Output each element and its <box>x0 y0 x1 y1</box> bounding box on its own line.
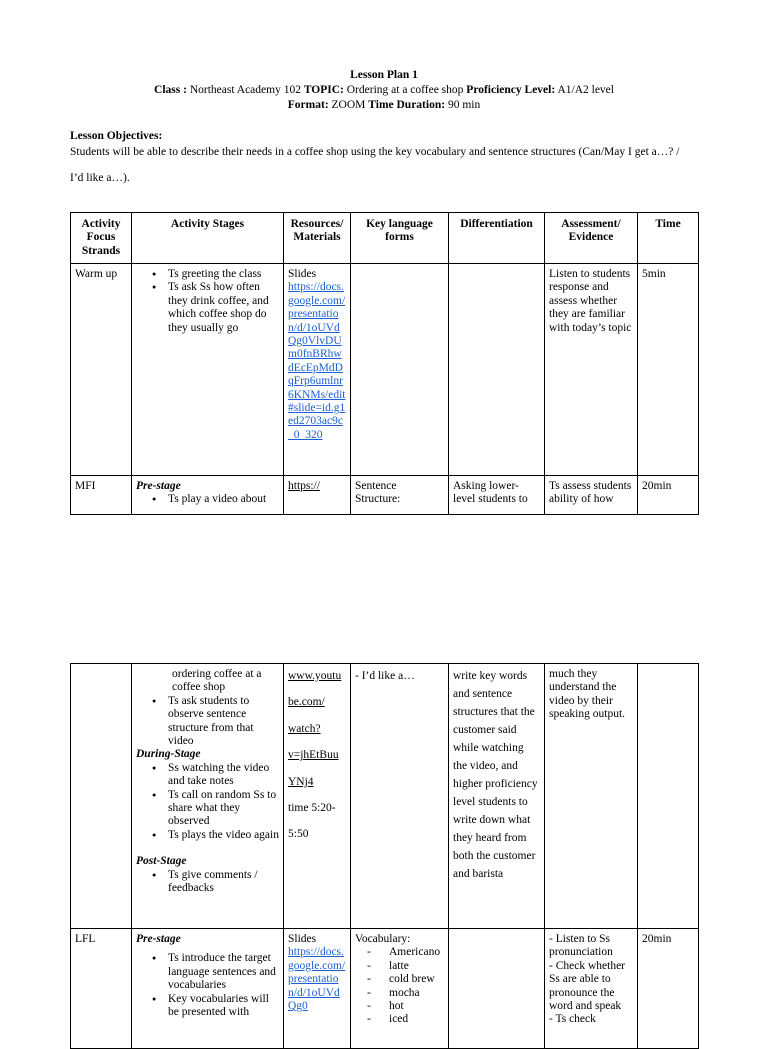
mfi-assessment: Ts assess students ability of how <box>545 476 638 515</box>
mfi-cont-differentiation: write key words and sentence structures that the customer said while watching the video, and higher proficiency level students to write down what they heard from both the customer and barista <box>449 664 545 929</box>
vocabulary-label: Vocabulary: <box>355 933 411 945</box>
topic-label: TOPIC: <box>303 84 344 96</box>
warmup-time: 5min <box>638 264 699 476</box>
list-item: ● Key vocabularies will be presented with <box>152 993 279 1020</box>
format-label: Format: <box>287 99 329 111</box>
vocabulary-item: - hot <box>367 1000 444 1013</box>
list-item: ● Ts introduce the target language sentences and vocabularies <box>152 952 279 992</box>
table-row-lfl <box>71 929 699 1049</box>
mfi-cont-strand <box>71 664 132 929</box>
warmup-strand: Warm up <box>71 264 132 476</box>
list-item: ● Ts greeting the class <box>152 268 279 281</box>
video-link-part[interactable]: YNj4 <box>288 775 314 788</box>
topic-value: Ordering at a coffee shop <box>346 84 464 96</box>
lesson-title: Lesson Plan 1 <box>350 69 418 81</box>
mfi-cont-time <box>638 664 699 929</box>
header-key-language: Key language forms <box>351 213 449 264</box>
mfi-resources <box>284 476 351 515</box>
slides-link[interactable]: https://docs.google.com/presentation/d/1oUVdQg0VlvDUm0fnBRhwdEcEpMdDqFrp6umlnr6KNMs/edit#slide=id.g1ed2703ac9c_0_320 <box>288 281 346 441</box>
class-topic-line <box>0 84 768 97</box>
lesson-plan-table <box>70 212 699 515</box>
pre-stage-label: Pre-stage <box>136 480 181 492</box>
objectives-line-1: Students will be able to describe their needs in a coffee shop using the key vocabulary and sentence structures (Can/May I get a…? / <box>70 146 680 158</box>
mfi-time: 20min <box>638 476 699 515</box>
list-item: ● Ts plays the video again <box>152 829 279 842</box>
mfi-cont-stages <box>132 664 284 929</box>
header-time: Time <box>638 213 699 264</box>
during-stage-label: During-Stage <box>136 748 201 761</box>
list-item: ● Ts play a video about <box>152 493 279 506</box>
table-row-warmup <box>71 264 699 476</box>
class-value: Northeast Academy 102 <box>189 84 301 96</box>
mfi-cont-key-language: - I’d like a… <box>351 664 449 929</box>
list-item: ● Ts call on random Ss to share what they observed <box>152 789 279 829</box>
video-link-part[interactable]: watch? <box>288 722 321 735</box>
mfi-strand: MFI <box>71 476 132 515</box>
resource-label: Slides <box>288 268 317 280</box>
resource-label: Slides <box>288 933 317 945</box>
lfl-resources <box>284 929 351 1049</box>
table-header-row <box>71 213 699 264</box>
post-stage-label: Post-Stage <box>136 855 187 868</box>
vocabulary-item: - iced <box>367 1013 444 1026</box>
objectives-heading: Lesson Objectives: <box>70 130 163 142</box>
warmup-assessment: Listen to students response and assess whether they are familiar with today’s topic <box>545 264 638 476</box>
format-value: ZOOM <box>331 99 366 111</box>
pre-stage-label: Pre-stage <box>136 933 181 945</box>
format-line <box>0 99 768 112</box>
video-link-part[interactable]: be.com/ <box>288 696 325 709</box>
lesson-plan-table-continued <box>70 663 699 1049</box>
level-label: Proficiency Level: <box>466 84 556 96</box>
duration-value: 90 min <box>447 99 481 111</box>
list-item: ● Ts ask Ss how often they drink coffee, and which coffee shop do they usually go <box>152 281 279 335</box>
header-activity-focus: Activity Focus Strands <box>71 213 132 264</box>
video-time-range: time 5:20- <box>288 802 336 815</box>
warmup-resources <box>284 264 351 476</box>
mfi-stages <box>132 476 284 515</box>
header-assessment: Assessment/ Evidence <box>545 213 638 264</box>
list-item: ● Ts ask students to observe sentence structure from that video <box>152 695 279 749</box>
warmup-key-language <box>351 264 449 476</box>
mfi-cont-assessment: much they understand the video by their speaking output. <box>545 664 638 929</box>
vocabulary-item: - mocha <box>367 987 444 1000</box>
video-link-part[interactable]: www.youtu <box>288 670 342 682</box>
lfl-time: 20min <box>638 929 699 1049</box>
header-differentiation: Differentiation <box>449 213 545 264</box>
warmup-differentiation <box>449 264 545 476</box>
lfl-key-language <box>351 929 449 1049</box>
lfl-assessment: - Listen to Ss pronunciation - Check whether Ss are able to pronounce the word and speak - Ts check <box>545 929 638 1049</box>
duration-label: Time Duration: <box>368 99 446 111</box>
table-row-mfi-continued <box>71 664 699 929</box>
list-item: ● Ss watching the video and take notes <box>152 762 279 789</box>
table-row-mfi <box>71 476 699 515</box>
video-time-range: 5:50 <box>288 828 309 841</box>
level-value: A1/A2 level <box>557 84 614 96</box>
vocabulary-item: - Americano <box>367 946 444 959</box>
warmup-stages <box>132 264 284 476</box>
header-activity-stages: Activity Stages <box>132 213 284 264</box>
lfl-differentiation <box>449 929 545 1049</box>
lfl-stages <box>132 929 284 1049</box>
stage-continuation: ordering coffee at a coffee shop <box>172 668 262 694</box>
slides-link[interactable]: https://docs.google.com/presentation/d/1oUVdQg0 <box>288 946 346 1013</box>
header-resources: Resources/ Materials <box>284 213 351 264</box>
video-link-part[interactable]: v=jhEtBuu <box>288 749 339 762</box>
objectives-line-2: I’d like a…). <box>70 172 130 184</box>
lfl-strand: LFL <box>71 929 132 1049</box>
mfi-cont-resources <box>284 664 351 929</box>
video-link-start[interactable]: https:// <box>288 480 320 492</box>
mfi-differentiation: Asking lower-level students to <box>449 476 545 515</box>
vocabulary-item: - latte <box>367 960 444 973</box>
list-item: ● Ts give comments / feedbacks <box>152 869 279 896</box>
mfi-key-language: Sentence Structure: <box>351 476 449 515</box>
class-label: Class : <box>154 84 187 96</box>
vocabulary-item: - cold brew <box>367 973 444 986</box>
